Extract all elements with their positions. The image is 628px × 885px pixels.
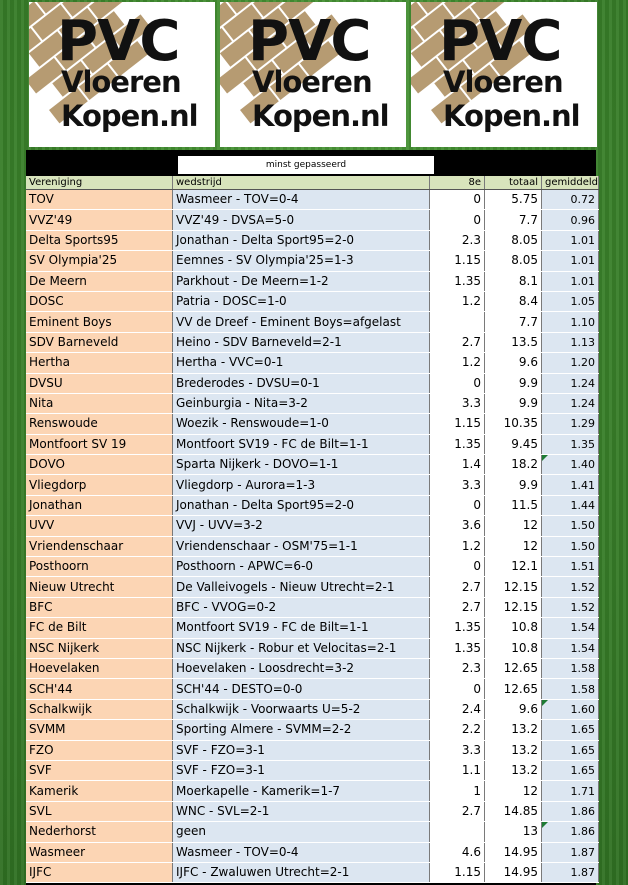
club-cell[interactable]: VVZ'49 <box>26 210 173 230</box>
table-row <box>26 332 599 352</box>
club-cell[interactable]: UVV <box>26 516 173 536</box>
club-cell[interactable]: Vriendenschaar <box>26 536 173 556</box>
average-cell[interactable] <box>542 312 599 332</box>
table-row <box>26 312 599 332</box>
match-cell[interactable]: Hertha - VVC=0-1 <box>173 353 430 373</box>
club-cell[interactable]: Wasmeer <box>26 842 173 862</box>
club-cell[interactable]: TOV <box>26 190 173 210</box>
average-value: 1.87 <box>570 866 595 880</box>
average-cell[interactable] <box>542 801 599 821</box>
table-row <box>26 373 599 393</box>
eighth-cell[interactable]: 4.6 <box>430 842 485 862</box>
table-row <box>26 455 599 475</box>
match-cell[interactable]: BFC - VVOG=0-2 <box>173 597 430 617</box>
table-row <box>26 658 599 678</box>
average-value: 1.01 <box>570 274 595 288</box>
table-row <box>26 434 599 454</box>
eighth-cell[interactable]: 1 <box>430 781 485 801</box>
average-cell[interactable] <box>542 577 599 597</box>
table-row <box>26 822 599 842</box>
total-cell[interactable]: 7.7 <box>485 312 542 332</box>
average-value: 1.71 <box>570 784 595 798</box>
eighth-cell[interactable]: 2.3 <box>430 658 485 678</box>
average-cell[interactable] <box>542 658 599 678</box>
average-value: 1.65 <box>570 764 595 778</box>
club-cell[interactable]: Jonathan <box>26 495 173 515</box>
total-cell[interactable]: 9.6 <box>485 699 542 719</box>
title-row <box>26 150 596 176</box>
match-cell[interactable]: Woezik - Renswoude=1-0 <box>173 414 430 434</box>
average-cell[interactable] <box>542 414 599 434</box>
average-value: 1.86 <box>570 825 595 839</box>
eighth-cell[interactable]: 3.3 <box>430 393 485 413</box>
eighth-cell[interactable]: 1.35 <box>430 434 485 454</box>
club-cell[interactable]: Hoevelaken <box>26 658 173 678</box>
average-value: 1.05 <box>570 295 595 309</box>
average-value: 1.50 <box>570 539 595 553</box>
average-value: 1.01 <box>570 233 595 247</box>
total-cell[interactable]: 13.2 <box>485 760 542 780</box>
match-cell[interactable]: Posthoorn - APWC=6-0 <box>173 557 430 577</box>
total-cell[interactable]: 13.2 <box>485 740 542 760</box>
table-row <box>26 760 599 780</box>
match-cell[interactable]: SCH'44 - DESTO=0-0 <box>173 679 430 699</box>
table-row <box>26 638 599 658</box>
average-cell[interactable] <box>542 740 599 760</box>
club-cell[interactable]: DOSC <box>26 291 173 311</box>
total-cell[interactable]: 8.05 <box>485 230 542 250</box>
average-cell[interactable] <box>542 291 599 311</box>
eighth-cell[interactable]: 0 <box>430 679 485 699</box>
average-cell[interactable] <box>542 393 599 413</box>
club-cell[interactable]: Vliegdorp <box>26 475 173 495</box>
average-cell[interactable] <box>542 516 599 536</box>
average-cell[interactable] <box>542 210 599 230</box>
club-cell[interactable]: Schalkwijk <box>26 699 173 719</box>
column-header[interactable]: gemiddeld <box>542 176 599 190</box>
match-cell[interactable]: Montfoort SV19 - FC de Bilt=1-1 <box>173 618 430 638</box>
total-cell[interactable]: 10.35 <box>485 414 542 434</box>
total-cell[interactable]: 11.5 <box>485 495 542 515</box>
comment-indicator-icon <box>542 700 548 706</box>
table-row <box>26 842 599 862</box>
total-cell[interactable]: 14.95 <box>485 842 542 862</box>
club-cell[interactable]: SVL <box>26 801 173 821</box>
logo-banner <box>0 0 628 150</box>
average-cell[interactable] <box>542 597 599 617</box>
column-header[interactable]: 8e <box>430 176 485 190</box>
total-cell[interactable]: 12.65 <box>485 679 542 699</box>
average-value: 1.41 <box>570 478 595 492</box>
eighth-cell[interactable]: 0 <box>430 557 485 577</box>
average-value: 1.51 <box>570 560 595 574</box>
average-value: 1.40 <box>570 458 595 472</box>
club-cell[interactable]: FZO <box>26 740 173 760</box>
average-value: 1.58 <box>570 682 595 696</box>
eighth-cell[interactable]: 0 <box>430 373 485 393</box>
total-cell[interactable]: 14.95 <box>485 862 542 882</box>
eighth-cell[interactable]: 2.2 <box>430 720 485 740</box>
table-row <box>26 190 599 210</box>
table-row <box>26 862 599 882</box>
average-cell[interactable] <box>542 862 599 882</box>
club-cell[interactable]: Eminent Boys <box>26 312 173 332</box>
average-value: 1.54 <box>570 621 595 635</box>
club-cell[interactable]: DOVO <box>26 455 173 475</box>
match-cell[interactable]: VVZ'49 - DVSA=5-0 <box>173 210 430 230</box>
eighth-cell[interactable]: 3.3 <box>430 475 485 495</box>
table-row <box>26 230 599 250</box>
total-cell[interactable]: 7.7 <box>485 210 542 230</box>
club-cell[interactable]: Nederhorst <box>26 822 173 842</box>
match-cell[interactable]: SVF - FZO=3-1 <box>173 760 430 780</box>
match-cell[interactable]: Heino - SDV Barneveld=2-1 <box>173 332 430 352</box>
match-cell[interactable]: IJFC - Zwaluwen Utrecht=2-1 <box>173 862 430 882</box>
average-value: 1.54 <box>570 641 595 655</box>
average-cell[interactable] <box>542 251 599 271</box>
match-cell[interactable]: Sparta Nijkerk - DOVO=1-1 <box>173 455 430 475</box>
table-row <box>26 251 599 271</box>
total-cell[interactable]: 12.15 <box>485 597 542 617</box>
total-cell[interactable]: 9.9 <box>485 475 542 495</box>
match-cell[interactable]: Sporting Almere - SVMM=2-2 <box>173 720 430 740</box>
match-cell[interactable]: Eemnes - SV Olympia'25=1-3 <box>173 251 430 271</box>
average-cell[interactable] <box>542 332 599 352</box>
club-cell[interactable]: Hertha <box>26 353 173 373</box>
match-cell[interactable]: Schalkwijk - Voorwaarts U=5-2 <box>173 699 430 719</box>
club-cell[interactable]: Renswoude <box>26 414 173 434</box>
average-value: 0.72 <box>570 193 595 207</box>
eighth-cell[interactable]: 1.35 <box>430 638 485 658</box>
logo-text-line-2: Vloeren <box>252 65 372 99</box>
total-cell[interactable]: 13 <box>485 822 542 842</box>
table-row <box>26 495 599 515</box>
average-value: 1.01 <box>570 254 595 268</box>
eighth-cell[interactable]: 0 <box>430 210 485 230</box>
total-cell[interactable]: 14.85 <box>485 801 542 821</box>
table-row <box>26 271 599 291</box>
average-cell[interactable] <box>542 699 599 719</box>
average-cell[interactable] <box>542 720 599 740</box>
match-cell[interactable]: Patria - DOSC=1-0 <box>173 291 430 311</box>
pvc-logo <box>220 2 406 147</box>
table-row <box>26 781 599 801</box>
table-row <box>26 557 599 577</box>
average-cell[interactable] <box>542 455 599 475</box>
logo-text-line-3: Kopen.nl <box>443 99 580 133</box>
match-cell[interactable]: Moerkapelle - Kamerik=1-7 <box>173 781 430 801</box>
club-cell[interactable]: De Meern <box>26 271 173 291</box>
pvc-logo <box>29 2 215 147</box>
column-header[interactable]: totaal <box>485 176 542 190</box>
average-value: 1.60 <box>570 702 595 716</box>
average-value: 1.52 <box>570 601 595 614</box>
club-cell[interactable]: Nieuw Utrecht <box>26 577 173 597</box>
match-cell[interactable]: WNC - SVL=2-1 <box>173 801 430 821</box>
table-row <box>26 801 599 821</box>
average-value: 1.65 <box>570 743 595 757</box>
column-header[interactable]: Vereniging <box>26 176 173 190</box>
average-value: 1.86 <box>570 804 595 818</box>
total-cell[interactable]: 9.6 <box>485 353 542 373</box>
average-value: 0.96 <box>570 213 595 227</box>
average-value: 1.44 <box>570 499 595 513</box>
club-cell[interactable]: Nita <box>26 393 173 413</box>
eighth-cell[interactable]: 1.1 <box>430 760 485 780</box>
match-cell[interactable]: VVJ - UVV=3-2 <box>173 516 430 536</box>
eighth-cell[interactable]: 3.6 <box>430 516 485 536</box>
total-cell[interactable]: 8.05 <box>485 251 542 271</box>
eighth-cell[interactable]: 1.2 <box>430 536 485 556</box>
average-cell[interactable] <box>542 373 599 393</box>
match-cell[interactable]: Brederodes - DVSU=0-1 <box>173 373 430 393</box>
table-row <box>26 536 599 556</box>
average-value: 1.24 <box>570 397 595 411</box>
total-cell[interactable]: 9.9 <box>485 373 542 393</box>
eighth-cell[interactable]: 1.4 <box>430 455 485 475</box>
eighth-cell[interactable]: 3.3 <box>430 740 485 760</box>
comment-indicator-icon <box>542 455 548 461</box>
match-cell[interactable]: SVF - FZO=3-1 <box>173 740 430 760</box>
total-cell[interactable]: 8.4 <box>485 291 542 311</box>
average-value: 1.20 <box>570 356 595 370</box>
logo-text-line-3: Kopen.nl <box>61 99 198 133</box>
sheet-title[interactable]: minst gepasseerd <box>178 156 434 174</box>
average-cell[interactable] <box>542 822 599 842</box>
total-cell[interactable]: 5.75 <box>485 190 542 210</box>
club-cell[interactable]: SCH'44 <box>26 679 173 699</box>
average-cell[interactable] <box>542 495 599 515</box>
total-cell[interactable]: 10.8 <box>485 638 542 658</box>
total-cell[interactable]: 9.45 <box>485 434 542 454</box>
eighth-cell[interactable]: 1.15 <box>430 414 485 434</box>
table-row <box>26 353 599 373</box>
eighth-cell[interactable]: 1.35 <box>430 618 485 638</box>
match-cell[interactable]: Parkhout - De Meern=1-2 <box>173 271 430 291</box>
eighth-cell[interactable]: 0 <box>430 495 485 515</box>
match-cell[interactable]: Geinburgia - Nita=3-2 <box>173 393 430 413</box>
average-value: 1.50 <box>570 519 595 533</box>
average-cell[interactable] <box>542 618 599 638</box>
average-cell[interactable] <box>542 557 599 577</box>
average-cell[interactable] <box>542 190 599 210</box>
average-value: 1.87 <box>570 845 595 859</box>
average-cell[interactable] <box>542 434 599 454</box>
match-cell[interactable]: De Valleivogels - Nieuw Utrecht=2-1 <box>173 577 430 597</box>
match-cell[interactable]: VV de Dreef - Eminent Boys=afgelast <box>173 312 430 332</box>
club-cell[interactable]: SDV Barneveld <box>26 332 173 352</box>
club-cell[interactable]: Delta Sports95 <box>26 230 173 250</box>
average-value: 1.13 <box>570 335 595 349</box>
average-value: 1.29 <box>570 417 595 431</box>
total-cell[interactable]: 12 <box>485 536 542 556</box>
average-value: 1.35 <box>570 437 595 451</box>
table-row <box>26 618 599 638</box>
total-cell[interactable]: 9.9 <box>485 393 542 413</box>
table-row <box>26 720 599 740</box>
match-cell[interactable]: Vriendenschaar - OSM'75=1-1 <box>173 536 430 556</box>
total-cell[interactable]: 13.5 <box>485 332 542 352</box>
match-cell[interactable]: Montfoort SV19 - FC de Bilt=1-1 <box>173 434 430 454</box>
logo-text-line-1: PVC <box>248 9 371 74</box>
club-cell[interactable]: Montfoort SV 19 <box>26 434 173 454</box>
table-row <box>26 516 599 536</box>
club-cell[interactable]: SVMM <box>26 720 173 740</box>
club-cell[interactable]: NSC Nijkerk <box>26 638 173 658</box>
average-cell[interactable] <box>542 842 599 862</box>
table-row <box>26 577 599 597</box>
average-value: 1.52 <box>570 580 595 594</box>
eighth-cell[interactable]: 2.3 <box>430 230 485 250</box>
total-cell[interactable]: 12 <box>485 516 542 536</box>
average-cell[interactable] <box>542 679 599 699</box>
eighth-cell[interactable]: 2.7 <box>430 577 485 597</box>
eighth-cell[interactable]: 1.35 <box>430 271 485 291</box>
table-row <box>26 210 599 230</box>
eighth-cell[interactable]: 2.7 <box>430 801 485 821</box>
eighth-cell[interactable]: 1.15 <box>430 862 485 882</box>
total-cell[interactable]: 12 <box>485 781 542 801</box>
club-cell[interactable]: SV Olympia'25 <box>26 251 173 271</box>
eighth-cell[interactable]: 1.2 <box>430 353 485 373</box>
logo-text-line-1: PVC <box>57 9 180 74</box>
eighth-cell[interactable]: 2.7 <box>430 332 485 352</box>
eighth-cell[interactable] <box>430 312 485 332</box>
average-cell[interactable] <box>542 271 599 291</box>
match-cell[interactable]: Vliegdorp - Aurora=1-3 <box>173 475 430 495</box>
eighth-cell[interactable] <box>430 822 485 842</box>
club-cell[interactable]: Kamerik <box>26 781 173 801</box>
average-cell[interactable] <box>542 760 599 780</box>
match-cell[interactable]: Jonathan - Delta Sport95=2-0 <box>173 495 430 515</box>
header-row <box>26 176 599 190</box>
eighth-cell[interactable]: 2.7 <box>430 597 485 617</box>
logo-text-line-3: Kopen.nl <box>252 99 389 133</box>
average-cell[interactable] <box>542 353 599 373</box>
average-cell[interactable] <box>542 475 599 495</box>
total-cell[interactable]: 10.8 <box>485 618 542 638</box>
average-value: 1.10 <box>570 315 595 329</box>
average-cell[interactable] <box>542 781 599 801</box>
table-row <box>26 740 599 760</box>
match-cell[interactable]: Wasmeer - TOV=0-4 <box>173 842 430 862</box>
logo-text-line-2: Vloeren <box>61 65 181 99</box>
table-row <box>26 699 599 719</box>
club-cell[interactable]: FC de Bilt <box>26 618 173 638</box>
average-cell[interactable] <box>542 230 599 250</box>
table-row <box>26 475 599 495</box>
total-cell[interactable]: 12.15 <box>485 577 542 597</box>
club-cell[interactable]: IJFC <box>26 862 173 882</box>
match-cell[interactable]: NSC Nijkerk - Robur et Velocitas=2-1 <box>173 638 430 658</box>
total-cell[interactable]: 12.1 <box>485 557 542 577</box>
spreadsheet <box>26 150 596 885</box>
match-cell[interactable]: geen <box>173 822 430 842</box>
ranking-table <box>26 176 599 883</box>
club-cell[interactable]: Posthoorn <box>26 557 173 577</box>
club-cell[interactable]: DVSU <box>26 373 173 393</box>
match-cell[interactable]: Jonathan - Delta Sport95=2-0 <box>173 230 430 250</box>
average-cell[interactable] <box>542 638 599 658</box>
total-cell[interactable]: 18.2 <box>485 455 542 475</box>
table-row <box>26 679 599 699</box>
logo-text-line-2: Vloeren <box>443 65 563 99</box>
club-cell[interactable]: BFC <box>26 597 173 617</box>
eighth-cell[interactable]: 0 <box>430 190 485 210</box>
logo-text-line-1: PVC <box>439 9 562 74</box>
average-value: 1.58 <box>570 662 595 676</box>
table-row <box>26 414 599 434</box>
eighth-cell[interactable]: 2.4 <box>430 699 485 719</box>
club-cell[interactable]: SVF <box>26 760 173 780</box>
total-cell[interactable]: 12.65 <box>485 658 542 678</box>
table-row <box>26 393 599 413</box>
total-cell[interactable]: 13.2 <box>485 720 542 740</box>
eighth-cell[interactable]: 1.15 <box>430 251 485 271</box>
match-cell[interactable]: Wasmeer - TOV=0-4 <box>173 190 430 210</box>
total-cell[interactable]: 8.1 <box>485 271 542 291</box>
column-header[interactable]: wedstrijd <box>173 176 430 190</box>
average-cell[interactable] <box>542 536 599 556</box>
table-row <box>26 597 599 617</box>
table-row <box>26 291 599 311</box>
pvc-logo <box>411 2 597 147</box>
average-value: 1.24 <box>570 376 595 390</box>
comment-indicator-icon <box>542 822 548 828</box>
average-value: 1.65 <box>570 723 595 737</box>
match-cell[interactable]: Hoevelaken - Loosdrecht=3-2 <box>173 658 430 678</box>
eighth-cell[interactable]: 1.2 <box>430 291 485 311</box>
